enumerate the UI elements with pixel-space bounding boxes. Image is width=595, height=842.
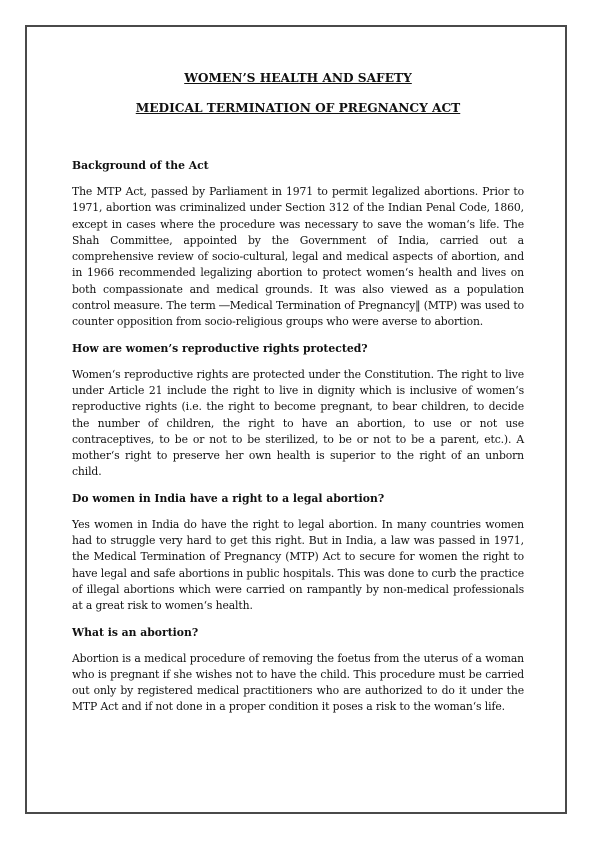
section-background [72,158,524,331]
document-subtitle: MEDICAL TERMINATION OF PREGNANCY ACT [135,101,461,115]
section-heading: Background of the Act [72,159,209,172]
document-content [72,70,524,726]
section-heading: How are women’s reproductive rights protected? [72,341,368,355]
section-what-is-abortion [72,625,524,716]
section-reproductive-rights [72,341,524,481]
section-legal-abortion [72,491,524,615]
section-heading: Do women in India have a right to a legal abortion? [72,491,385,505]
section-paragraph: Women‘s reproductive rights are protected under the Constitution. The right to live under Article 21 include the right to live in dignity which is inclusive of women‘s reproductive rights (i.e. the right to become pregnant, to bear children, to decide the number of children, the right to have an abortion, to use or not use contraceptives, to be or not to be sterilized, to be or not to be a parent, etc.). A mother‘s right to preserve her own health is superior to the right of an unborn child. [72,367,524,479]
section-heading: What is an abortion? [72,625,199,639]
section-paragraph: Yes women in India do have the right to legal abortion. In many countries women had to struggle very hard to get this right. But in India, a law was passed in 1971, the Medical Termination of Pregnancy (MTP) Act to secure for women the right to have legal and safe abortions in public hospitals. This was done to curb the practice of illegal abortions which were carried on rampantly by non-medical professionals at a great risk to women‘s health. [72,517,524,613]
section-paragraph: The MTP Act, passed by Parliament in 1971 to permit legalized abortions. Prior to 1971, abortion was criminalized under Section 312 of the Indian Penal Code, 1860, except in cases where the procedure was necessary to save the woman‘s life. The Shah Committee, appointed by the Government of India, carried out a comprehensive review of socio-cultural, legal and medical aspects of abortion, and in 1966 recommended legalizing abortion to protect women‘s health and lives on both compassionate and medical grounds. It was also viewed as a population control measure. The term ―Medical Termination of Pregnancy‖ (MTP) was used to counter opposition from socio-religious groups who were averse to abortion. [72,185,524,329]
section-paragraph: Abortion is a medical procedure of removing the foetus from the uterus of a woman who is pregnant if she wishes not to have the child. This procedure must be carried out only by registered medical practitioners who are authorized to do it under the MTP Act and if not done in a proper condition it poses a risk to the woman‘s life. [72,651,524,714]
document-title: WOMEN’S HEALTH AND SAFETY [184,71,412,85]
